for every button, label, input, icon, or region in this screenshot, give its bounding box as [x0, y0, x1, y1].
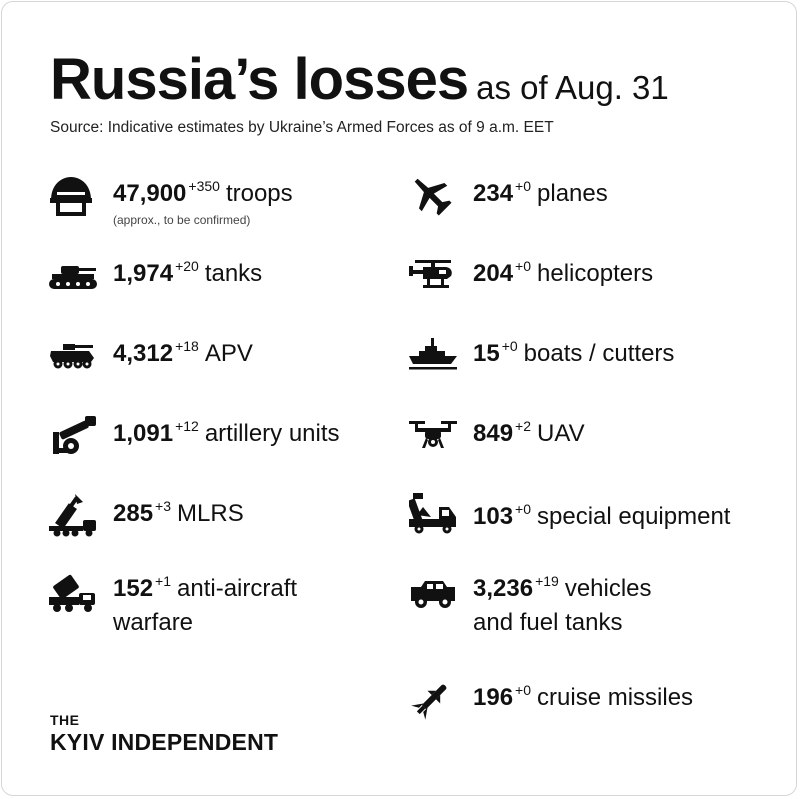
tank-icon [49, 262, 97, 290]
source-note: Source: Indicative estimates by Ukraine’s Armed Forces as of 9 a.m. EET [50, 119, 554, 136]
stat-value: 47,900 [113, 180, 187, 207]
stat-label: APV [204, 340, 253, 367]
stat-value: 152 [113, 575, 154, 602]
helmet-icon [49, 176, 93, 216]
stat-label: tanks [204, 260, 263, 287]
anti-aircraft-icon [49, 573, 97, 613]
boat-icon [409, 338, 457, 370]
stat-delta: +19 [535, 573, 559, 589]
stat-value: 234 [473, 180, 514, 207]
vehicle-icon [409, 579, 457, 609]
stat-label-line2: and fuel tanks [473, 609, 623, 636]
stat-label: boats / cutters [523, 340, 675, 367]
stat-label: special equipment [537, 503, 731, 530]
stat-value: 196 [473, 684, 514, 711]
page-title: Russia’s losses [50, 47, 469, 112]
artillery-icon [49, 414, 97, 456]
stat-label: cruise missiles [537, 684, 694, 711]
stat-delta: +12 [175, 418, 199, 434]
stat-note: (approx., to be confirmed) [113, 213, 251, 227]
stat-label: MLRS [177, 500, 244, 527]
stat-text [113, 338, 253, 367]
stat-label: artillery units [204, 420, 340, 447]
stat-value: 285 [113, 500, 154, 527]
stat-label: troops [225, 180, 293, 207]
stat-value: 849 [473, 420, 514, 447]
stat-delta: +3 [155, 498, 172, 514]
stat-delta: +0 [515, 178, 532, 194]
stat-text [473, 418, 585, 447]
stat-text [113, 498, 244, 527]
stat-text [113, 418, 340, 447]
drone-icon [409, 420, 457, 450]
stat-value: 1,091 [113, 420, 174, 447]
stat-delta: +0 [515, 258, 532, 274]
apv-icon [49, 342, 95, 370]
stat-text [113, 573, 298, 636]
stat-value: 3,236 [473, 575, 534, 602]
header [50, 46, 669, 113]
stat-delta: +0 [515, 501, 532, 517]
stat-delta: +20 [175, 258, 199, 274]
missile-icon [409, 678, 453, 722]
stat-text [113, 178, 293, 227]
helicopter-icon [409, 260, 457, 290]
stat-delta: +1 [155, 573, 172, 589]
stat-text [473, 178, 608, 207]
stat-text [473, 501, 731, 530]
stat-delta: +0 [515, 682, 532, 698]
stat-text [113, 258, 263, 287]
mlrs-icon [49, 490, 97, 538]
stat-text [473, 338, 675, 367]
stat-value: 103 [473, 503, 514, 530]
stat-label-line2: warfare [113, 609, 194, 636]
stat-value: 204 [473, 260, 514, 287]
stat-label: anti-aircraft [177, 575, 298, 602]
plane-icon [409, 174, 453, 216]
brand-logo [50, 713, 278, 754]
brand-name: KYIV INDEPENDENT [50, 729, 279, 755]
stat-label: UAV [537, 420, 585, 447]
stat-label: planes [537, 180, 608, 207]
stat-value: 1,974 [113, 260, 174, 287]
stat-label: helicopters [537, 260, 654, 287]
stat-text [473, 573, 652, 636]
stat-delta: +350 [188, 178, 220, 194]
stat-value: 15 [473, 340, 500, 367]
page-date: as of Aug. 31 [476, 69, 669, 106]
stat-text [473, 682, 694, 711]
stat-delta: +18 [175, 338, 199, 354]
stat-label: vehicles [564, 575, 652, 602]
special-equipment-icon [409, 493, 457, 535]
brand-the: THE [50, 712, 80, 728]
stat-text [473, 258, 654, 287]
stat-delta: +0 [501, 338, 518, 354]
stat-delta: +2 [515, 418, 532, 434]
stat-value: 4,312 [113, 340, 174, 367]
